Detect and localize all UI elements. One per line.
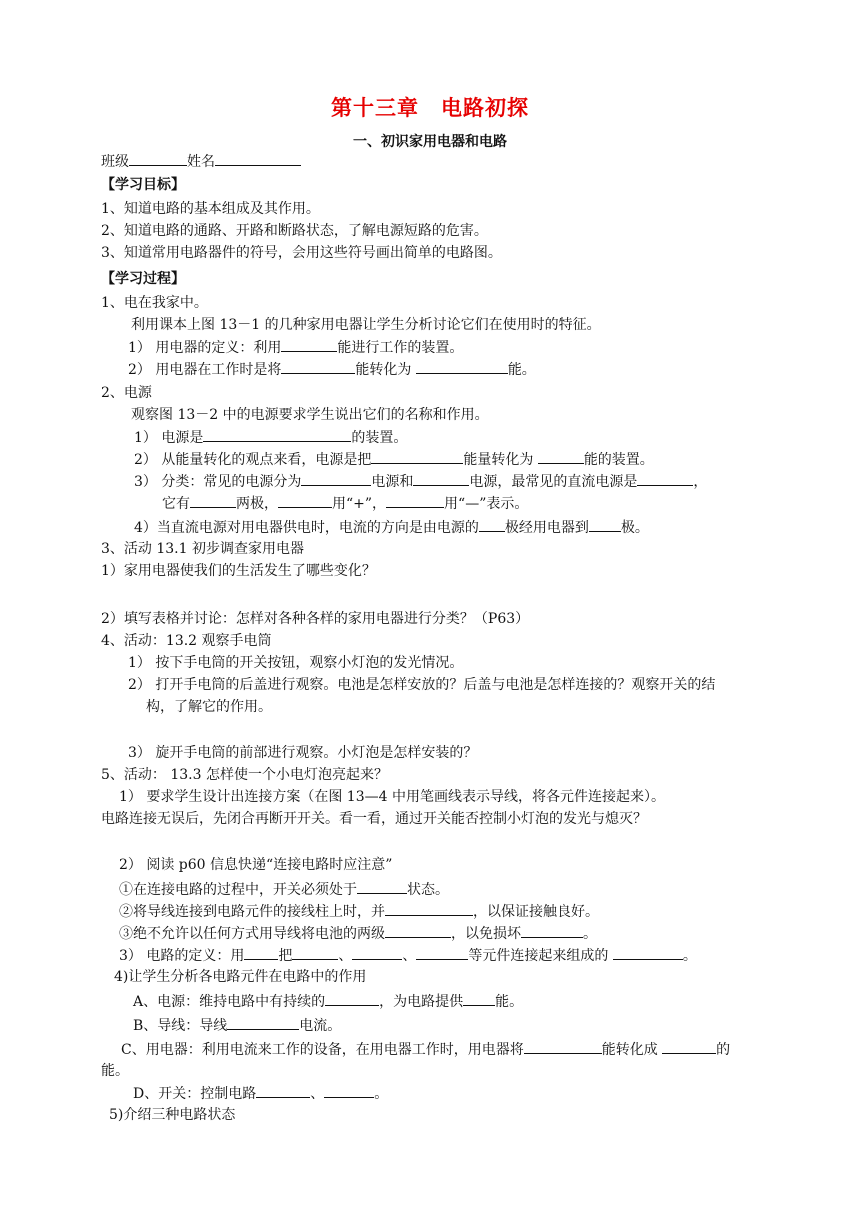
role-row: D、开关：控制电路 、 。 (133, 1083, 388, 1104)
objective-item: 2、知道电路的通路、开路和断路状态，了解电源短路的危害。 (101, 223, 488, 239)
section-5-question-cont: 电路连接无误后，先闭合再断开开关。看一看，通过开关能否控制小灯泡的发光与熄灭？ (101, 811, 647, 827)
question-row: 2） 从能量转化的观点来看，电源是把 能量转化为 能的装置。 (134, 449, 654, 470)
answer-blank[interactable] (256, 1083, 310, 1098)
answer-blank[interactable] (281, 359, 355, 374)
section-2-intro: 观察图 13－2 中的电源要求学生说出它们的名称和作用。 (131, 407, 489, 423)
section-5-title: 5、活动： 13.3 怎样使一个小电灯泡亮起来？ (101, 767, 388, 783)
answer-blank[interactable] (385, 923, 451, 938)
answer-blank[interactable] (278, 493, 332, 508)
answer-blank[interactable] (292, 945, 338, 960)
question-row: 它有 两极， 用“+”， 用“—”表示。 (162, 493, 528, 514)
answer-blank[interactable] (613, 945, 683, 960)
section-5-question: 5)介绍三种电路状态 (109, 1107, 236, 1123)
note-row: ②将导线连接到电路元件的接线柱上时，并 ，以保证接触良好。 (119, 901, 599, 922)
section-1-intro: 利用课本上图 13－1 的几种家用电器让学生分析讨论它们在使用时的特征。 (131, 317, 601, 333)
section-5-question: 2） 阅读 p60 信息快递“连接电路时应注意” (119, 857, 393, 873)
answer-blank[interactable] (190, 493, 236, 508)
section-3-question: 2）填写表格并讨论：怎样对各种各样的家用电器进行分类？（P63） (101, 611, 530, 627)
note-row: ①在连接电路的过程中，开关必须处于 状态。 (119, 879, 449, 900)
section-4-question-cont: 构，了解它的作用。 (146, 699, 272, 715)
answer-blank[interactable] (227, 1015, 299, 1030)
answer-blank[interactable] (325, 991, 379, 1006)
process-heading: 【学习过程】 (101, 271, 185, 287)
answer-blank[interactable] (324, 1083, 374, 1098)
question-row: 2） 用电器在工作时是将 能转化为 能。 (128, 359, 536, 380)
section-4-question: 3） 旋开手电筒的前部进行观察。小灯泡是怎样安装的？ (128, 745, 478, 761)
name-label: 姓名 (187, 154, 215, 170)
class-name-row (101, 151, 301, 172)
section-3-title: 3、活动 13.1 初步调查家用电器 (101, 541, 304, 557)
section-4-question: 2） 打开手电筒的后盖进行观察。电池是怎样安放的？后盖与电池是怎样连接的？观察开关的结 (128, 677, 716, 693)
answer-blank[interactable] (538, 449, 584, 464)
class-label: 班级 (101, 154, 129, 170)
answer-blank[interactable] (244, 945, 278, 960)
answer-blank[interactable] (371, 449, 463, 464)
section-5-question: 1） 要求学生设计出连接方案（在图 13—4 中用笔画线表示导线，将各元件连接起来）。 (119, 789, 665, 805)
role-row-cont: 能。 (101, 1063, 129, 1079)
section-4-title: 4、活动：13.2 观察手电筒 (101, 633, 272, 649)
section-subtitle: 一、初识家用电器和电路 (353, 134, 507, 150)
answer-blank[interactable] (386, 493, 444, 508)
note-row: ③绝不允许以任何方式用导线将电池的两级 ，以免损坏 。 (119, 923, 597, 944)
objective-item: 3、知道常用电路器件的符号，会用这些符号画出简单的电路图。 (101, 245, 502, 261)
section-3-question: 1）家用电器使我们的生活发生了哪些变化？ (101, 563, 376, 579)
answer-blank[interactable] (385, 901, 473, 916)
section-2-title: 2、电源 (101, 385, 152, 401)
answer-blank[interactable] (352, 945, 402, 960)
chapter-title: 第十三章 电路初探 (331, 95, 529, 120)
question-row: 3） 分类：常见的电源分为 电源和 电源，最常见的直流电源是 ， (134, 471, 707, 492)
section-5-question: 4)让学生分析各电路元件在电路中的作用 (114, 969, 367, 985)
question-row: 4）当直流电源对用电器供电时，电流的方向是由电源的 极经用电器到 极。 (134, 517, 649, 538)
answer-blank[interactable] (416, 945, 468, 960)
answer-blank[interactable] (203, 427, 351, 442)
answer-blank[interactable] (463, 991, 495, 1006)
section-1-title: 1、电在我家中。 (101, 295, 208, 311)
name-blank[interactable] (215, 151, 301, 166)
answer-blank[interactable] (662, 1039, 716, 1054)
answer-blank[interactable] (416, 359, 508, 374)
answer-blank[interactable] (281, 337, 337, 352)
answer-blank[interactable] (589, 517, 621, 532)
answer-blank[interactable] (521, 923, 583, 938)
answer-blank[interactable] (301, 471, 371, 486)
objective-item: 1、知道电路的基本组成及其作用。 (101, 201, 320, 217)
objectives-heading: 【学习目标】 (101, 177, 185, 193)
answer-blank[interactable] (524, 1039, 602, 1054)
answer-blank[interactable] (637, 471, 693, 486)
question-row: 1） 用电器的定义：利用 能进行工作的装置。 (128, 337, 463, 358)
answer-blank[interactable] (357, 879, 407, 894)
role-row: A、电源：维持电路中有持续的 ，为电路提供 能。 (133, 991, 523, 1012)
question-row: 1） 电源是 的装置。 (134, 427, 407, 448)
answer-blank[interactable] (479, 517, 505, 532)
question-row: 3） 电路的定义：用 把 、 、 等元件连接起来组成的 。 (119, 945, 697, 966)
role-row: B、导线：导线 电流。 (133, 1015, 341, 1036)
role-row: C、用电器：利用电流来工作的设备，在用电器工作时，用电器将 能转化成 的 (121, 1039, 730, 1060)
class-blank[interactable] (129, 151, 187, 166)
answer-blank[interactable] (413, 471, 469, 486)
section-4-question: 1） 按下手电筒的开关按钮，观察小灯泡的发光情况。 (128, 655, 464, 671)
